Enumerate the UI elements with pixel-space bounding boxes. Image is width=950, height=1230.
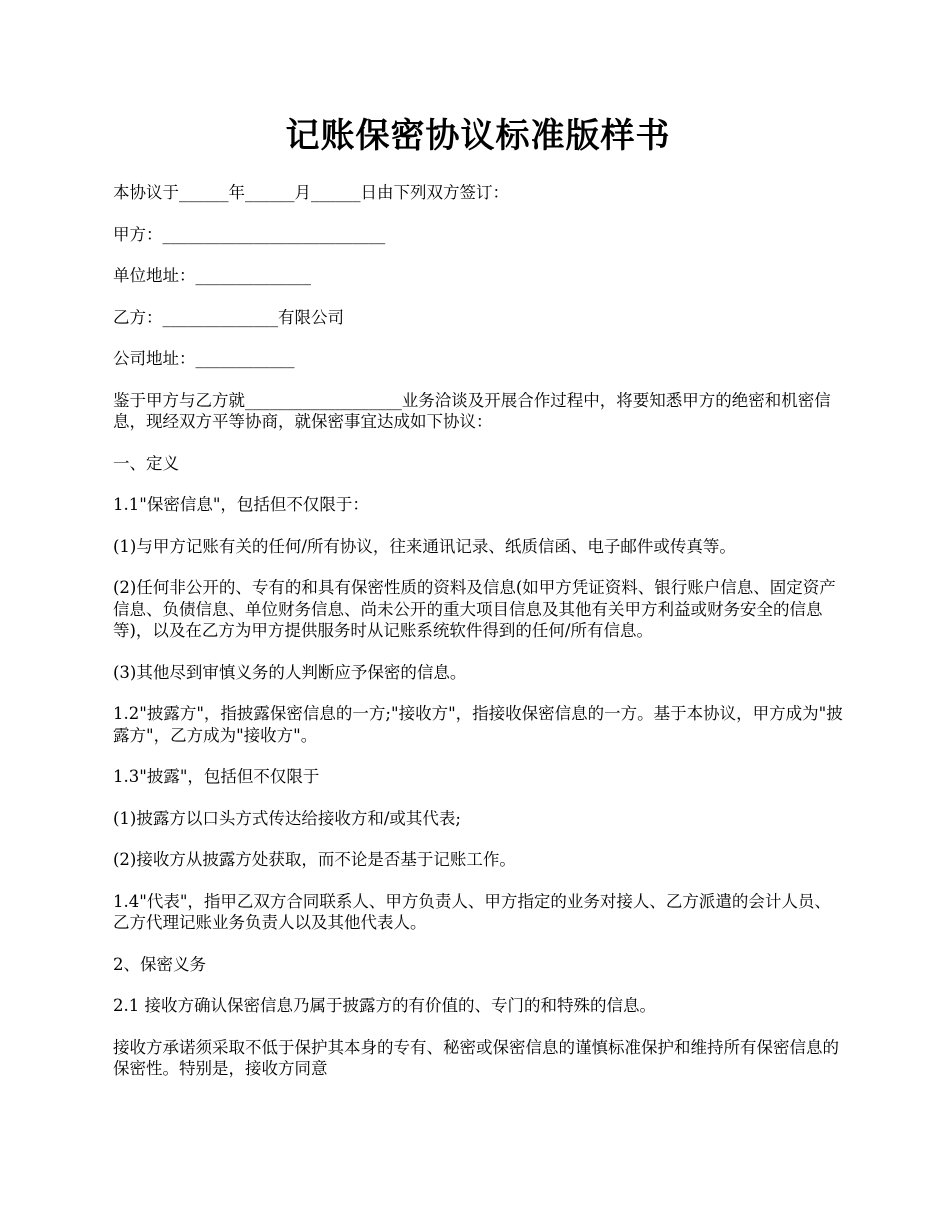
section-heading-obligations: 2、保密义务	[113, 954, 206, 974]
clause-1-3: 1.3"披露"，包括但不仅限于	[113, 767, 320, 786]
clause-2-1-continuation: 接收方承诺须采取不低于保护其本身的专有、秘密或保密信息的谨慎标准保护和维持所有保密信息的保密性。特别是，接收方同意	[113, 1037, 839, 1078]
party-b-line: 乙方：______________有限公司	[113, 307, 344, 327]
clause-1-2: 1.2"披露方"，指披露保密信息的一方;"接收方"，指接收保密信息的一方。基于本协议，甲方成为"披露方"，乙方成为"接收方"。	[113, 704, 843, 745]
clause-1-1-item-2: (2)任何非公开的、专有的和具有保密性质的资料及信息(如甲方凭证资料、银行账户信息、固定资产信息、负债信息、单位财务信息、尚未公开的重大项目信息及其他有关甲方利益或财务安全的信息等)，以及在乙方为甲方提供服务时从记账系统软件得到的任何/所有信息。	[113, 578, 836, 640]
party-b-address-line: 公司地址：____________	[113, 349, 295, 368]
section-heading-definitions: 一、定义	[113, 453, 179, 473]
signing-date-line: 本协议于______年______月______日由下列双方签订：	[113, 183, 509, 202]
clause-1-3-item-1: (1)披露方以口头方式传达给接收方和/或其代表;	[113, 808, 461, 828]
document-page	[113, 112, 843, 1100]
clause-1-4: 1.4"代表"，指甲乙双方合同联系人、甲方负责人、甲方指定的业务对接人、乙方派遣的会计人员、乙方代理记账业务负责人以及其他代表人。	[113, 891, 831, 932]
preamble-paragraph: 鉴于甲方与乙方就___________________业务洽谈及开展合作过程中，将要知悉甲方的绝密和机密信息，现经双方平等协商，就保密事宜达成如下协议：	[113, 390, 831, 431]
clause-2-1: 2.1 接收方确认保密信息乃属于披露方的有价值的、专门的和特殊的信息。	[113, 996, 656, 1015]
clause-1-3-item-2: (2)接收方从披露方处获取，而不论是否基于记账工作。	[113, 850, 516, 869]
document-title: 记账保密协议标准版样书	[285, 116, 671, 156]
clause-1-1: 1.1"保密信息"，包括但不仅限于：	[113, 495, 369, 514]
party-a-address-line: 单位地址：______________	[113, 266, 311, 285]
clause-1-1-item-3: (3)其他尽到审慎义务的人判断应予保密的信息。	[113, 662, 467, 682]
clause-1-1-item-1: (1)与甲方记账有关的任何/所有协议，往来通讯记录、纸质信函、电子邮件或传真等。	[113, 536, 736, 556]
party-a-line: 甲方：___________________________	[113, 224, 386, 244]
